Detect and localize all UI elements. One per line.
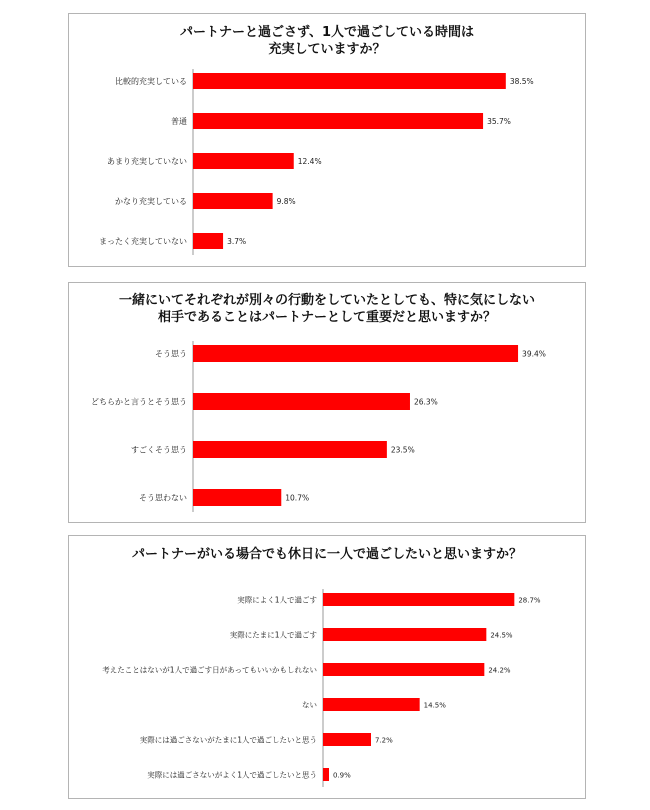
- category-label: 実際には過ごさないがたまに1人で過ごしたいと思う: [139, 735, 317, 745]
- chart-title-line-1: パートナーがいる場合でも休日に一人で過ごしたいと思いますか？: [131, 547, 522, 562]
- chart-title-line-1: 一緒にいてそれぞれが別々の行動をしていたとしても、特に気にしない: [118, 293, 535, 308]
- category-label: どちらかと言うとそう思う: [91, 397, 187, 407]
- category-label: まったく充実していない: [99, 237, 187, 246]
- category-label: 実際によく1人で過ごす: [237, 595, 317, 605]
- value-label: 35.7%: [487, 117, 511, 126]
- bar: [323, 593, 514, 606]
- value-label: 28.7%: [518, 596, 541, 605]
- chart-panel-2: [68, 282, 586, 523]
- value-label: 0.9%: [333, 771, 351, 780]
- value-label: 10.7%: [285, 493, 310, 503]
- bar: [323, 768, 329, 781]
- chart-panel-3: [68, 535, 586, 799]
- chart-title-line-1: パートナーと過ごさず、1人で過ごしている時間は: [179, 25, 474, 40]
- bar: [193, 153, 294, 169]
- bar: [193, 113, 483, 129]
- bar: [193, 73, 506, 89]
- value-label: 24.5%: [490, 631, 513, 640]
- bar: [323, 733, 371, 746]
- chart-title-line-2: 相手であることはパートナーとして重要だと思いますか？: [157, 310, 496, 325]
- category-label: かなり充実している: [115, 197, 187, 206]
- value-label: 12.4%: [297, 157, 322, 166]
- bar: [193, 193, 273, 209]
- bar-chart-plot: [69, 14, 587, 268]
- chart-title-line-2: 充実していますか？: [268, 42, 386, 57]
- value-label: 24.2%: [488, 666, 511, 675]
- bar: [193, 489, 281, 506]
- value-label: 3.7%: [227, 237, 247, 246]
- category-label: ない: [302, 700, 317, 710]
- bar-chart-plot: [69, 283, 587, 524]
- category-label: すごくそう思う: [131, 445, 187, 455]
- category-label: 比較的充実している: [115, 77, 187, 86]
- value-label: 14.5%: [423, 701, 446, 710]
- bar: [193, 345, 518, 362]
- bar: [323, 663, 484, 676]
- category-label: そう思わない: [139, 493, 187, 503]
- category-label: あまり充実していない: [107, 157, 187, 166]
- category-label: 考えたことはないが1人で過ごす日があってもいいかもしれない: [102, 665, 317, 675]
- category-label: 普通: [171, 117, 187, 126]
- bar: [193, 393, 410, 410]
- bar: [323, 698, 420, 711]
- value-label: 39.4%: [522, 349, 546, 359]
- bar: [193, 441, 387, 458]
- bar: [323, 628, 486, 641]
- value-label: 38.5%: [509, 77, 534, 86]
- value-label: 23.5%: [390, 445, 415, 455]
- category-label: 実際には過ごさないがよく1人で過ごしたいと思う: [147, 770, 317, 780]
- value-label: 26.3%: [413, 397, 438, 407]
- category-label: 実際にたまに1人で過ごす: [229, 630, 317, 640]
- bar: [193, 233, 223, 249]
- category-label: そう思う: [155, 349, 187, 359]
- value-label: 9.8%: [276, 197, 296, 206]
- chart-panel-1: [68, 13, 586, 267]
- bar-chart-plot: [69, 536, 587, 800]
- value-label: 7.2%: [375, 736, 393, 745]
